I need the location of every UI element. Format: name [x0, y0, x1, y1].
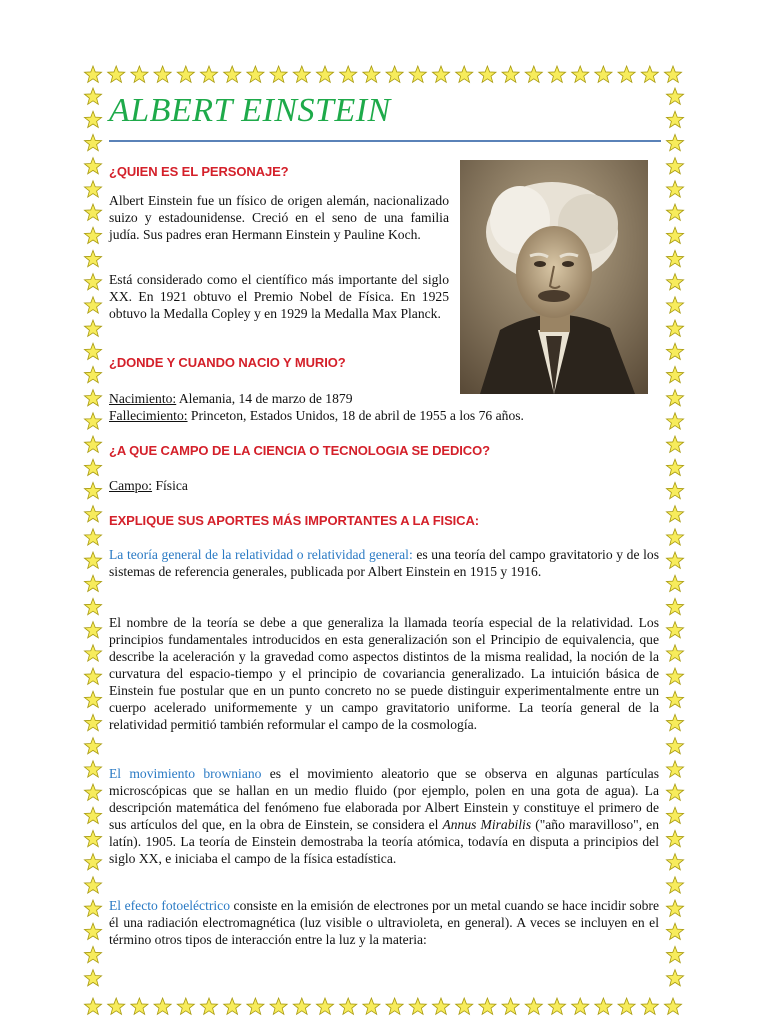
- star-icon: [131, 998, 148, 1014]
- star-icon: [618, 66, 635, 82]
- star-icon: [666, 274, 683, 290]
- star-icon: [154, 998, 171, 1014]
- title-underline: [109, 140, 661, 142]
- star-icon: [572, 66, 589, 82]
- star-border-bottom: [82, 996, 686, 1018]
- star-icon: [84, 274, 101, 290]
- field-label: Campo:: [109, 478, 153, 493]
- star-icon: [666, 575, 683, 591]
- star-icon: [84, 854, 101, 870]
- star-icon: [664, 66, 681, 82]
- relativity-text: es una teoría del campo gravitatorio y de los sistemas de referencia generales, publicada por Albert Einstein en 1915 y 1916.: [109, 547, 659, 579]
- star-icon: [84, 575, 101, 591]
- star-icon: [84, 366, 101, 382]
- star-icon: [666, 714, 683, 730]
- star-icon: [247, 998, 264, 1014]
- birth-value: Alemania, 14 de marzo de 1879: [176, 391, 353, 406]
- star-icon: [432, 998, 449, 1014]
- star-icon: [84, 970, 101, 986]
- paragraph-photoelectric: [109, 897, 659, 948]
- star-icon: [666, 946, 683, 962]
- star-icon: [666, 552, 683, 568]
- star-icon: [666, 320, 683, 336]
- page-title: ALBERT EINSTEIN: [109, 92, 391, 129]
- star-icon: [525, 998, 542, 1014]
- photoelectric-term: El efecto fotoeléctrico: [109, 898, 231, 913]
- star-icon: [666, 88, 683, 104]
- star-icon: [84, 529, 101, 545]
- star-icon: [432, 66, 449, 82]
- star-icon: [84, 66, 101, 82]
- star-icon: [84, 459, 101, 475]
- star-icon: [618, 998, 635, 1014]
- star-icon: [666, 227, 683, 243]
- star-icon: [84, 413, 101, 429]
- star-icon: [270, 66, 287, 82]
- death-line: [109, 407, 524, 424]
- star-icon: [666, 181, 683, 197]
- photoelectric-text: consiste en la emisión de electrones por un metal cuando se hace incidir sobre él una radiación electromagnética (luz visible o ultravioleta, en general). A veces se incluyen en el término otros tipos de interacción entre la luz y la materia:: [109, 898, 659, 947]
- star-icon: [666, 297, 683, 313]
- heading-who: ¿QUIEN ES EL PERSONAJE?: [109, 164, 289, 179]
- star-icon: [666, 830, 683, 846]
- star-icon: [666, 366, 683, 382]
- star-icon: [666, 158, 683, 174]
- star-icon: [666, 343, 683, 359]
- star-icon: [502, 66, 519, 82]
- star-icon: [641, 998, 658, 1014]
- star-icon: [666, 529, 683, 545]
- star-icon: [177, 998, 194, 1014]
- star-icon: [666, 923, 683, 939]
- star-icon: [641, 66, 658, 82]
- star-icon: [154, 66, 171, 82]
- paragraph-relativity-2: El nombre de la teoría se debe a que generaliza la llamada teoría especial de la relatividad. Los principios fundamentales introducidos en esta generalización son el Principio de equivalencia, que describe la aceleración y la gravedad como aspectos distintos de la misma realidad, la noción de la curvatura del espacio-tiempo y el principio de covariancia generalizado. La intuición básica de Einstein fue postular que en un punto concreto no se puede distinguir experimentalmente entre un cuerpo acelerado uniformemente y un campo gravitatorio uniforme. La teoría general de la relatividad permitió también reformular el campo de la cosmología.: [109, 615, 659, 732]
- field-line: [109, 477, 188, 494]
- heading-where: ¿DONDE Y CUANDO NACIO Y MURIO?: [109, 355, 346, 370]
- portrait-photo: [460, 160, 648, 394]
- star-icon: [666, 111, 683, 127]
- star-icon: [666, 413, 683, 429]
- brownian-italic: Annus Mirabilis: [442, 817, 532, 832]
- star-icon: [595, 66, 612, 82]
- star-icon: [666, 134, 683, 150]
- star-icon: [666, 598, 683, 614]
- star-icon: [316, 66, 333, 82]
- star-icon: [108, 66, 125, 82]
- star-icon: [386, 998, 403, 1014]
- star-icon: [84, 158, 101, 174]
- star-icon: [666, 645, 683, 661]
- star-icon: [84, 88, 101, 104]
- star-icon: [572, 998, 589, 1014]
- star-icon: [293, 998, 310, 1014]
- star-icon: [84, 297, 101, 313]
- heading-contributions: EXPLIQUE SUS APORTES MÁS IMPORTANTES A LA FISICA:: [109, 513, 479, 528]
- star-icon: [666, 668, 683, 684]
- star-icon: [666, 436, 683, 452]
- star-icon: [666, 250, 683, 266]
- star-icon: [84, 204, 101, 220]
- paragraph-who-1: Albert Einstein fue un físico de origen alemán, nacionalizado suizo y estadounidense. Creció en el seno de una familia judía. Sus padres eran Hermann Einstein y Pauline Koch.: [109, 193, 449, 242]
- star-icon: [316, 998, 333, 1014]
- star-icon: [502, 998, 519, 1014]
- star-icon: [548, 998, 565, 1014]
- star-icon: [200, 998, 217, 1014]
- death-value: Princeton, Estados Unidos, 18 de abril de 1955 a los 76 años.: [187, 408, 524, 423]
- star-icon: [84, 250, 101, 266]
- star-icon: [666, 622, 683, 638]
- star-icon: [479, 66, 496, 82]
- star-icon: [666, 970, 683, 986]
- star-icon: [84, 598, 101, 614]
- birth-line: [109, 390, 353, 407]
- star-icon: [84, 622, 101, 638]
- star-icon: [84, 738, 101, 754]
- field-value: Física: [152, 478, 188, 493]
- star-icon: [84, 645, 101, 661]
- star-border-left: [82, 86, 104, 1006]
- star-icon: [84, 900, 101, 916]
- star-icon: [666, 691, 683, 707]
- star-icon: [224, 998, 241, 1014]
- star-icon: [456, 998, 473, 1014]
- star-icon: [525, 66, 542, 82]
- star-icon: [84, 181, 101, 197]
- star-icon: [200, 66, 217, 82]
- star-icon: [224, 66, 241, 82]
- star-icon: [84, 482, 101, 498]
- star-icon: [666, 459, 683, 475]
- star-icon: [666, 506, 683, 522]
- star-icon: [108, 998, 125, 1014]
- star-icon: [666, 204, 683, 220]
- star-icon: [666, 807, 683, 823]
- star-icon: [666, 900, 683, 916]
- star-icon: [270, 998, 287, 1014]
- star-icon: [293, 66, 310, 82]
- brownian-text-b: ("año maravilloso", en latín). 1905. La teoría de Einstein demostraba la teoría atómica, todavía en disputa a principios del siglo XX, e iniciaba el campo de la física estadística.: [109, 817, 659, 866]
- star-icon: [666, 390, 683, 406]
- star-icon: [340, 66, 357, 82]
- star-icon: [84, 668, 101, 684]
- star-icon: [84, 552, 101, 568]
- star-icon: [386, 66, 403, 82]
- star-icon: [666, 761, 683, 777]
- brownian-text-a: es el movimiento aleatorio que se observa en algunas partículas microscópicas que se hallan en un medio fluido (por ejemplo, polen en una gota de agua). La descripción matemática del fenómeno fue elaborada por Albert Einstein y constituye el primero de sus artículos del que, en la obra de Einstein, se considera el: [109, 766, 659, 832]
- star-icon: [84, 714, 101, 730]
- birth-label: Nacimiento:: [109, 391, 177, 406]
- relativity-term: La teoría general de la relatividad o relatividad general:: [109, 547, 413, 562]
- star-icon: [84, 830, 101, 846]
- star-icon: [548, 66, 565, 82]
- star-icon: [340, 998, 357, 1014]
- star-icon: [409, 998, 426, 1014]
- star-icon: [84, 436, 101, 452]
- star-icon: [666, 784, 683, 800]
- star-icon: [84, 946, 101, 962]
- star-icon: [84, 761, 101, 777]
- star-icon: [177, 66, 194, 82]
- star-icon: [131, 66, 148, 82]
- star-border-right: [664, 86, 686, 1006]
- star-icon: [84, 784, 101, 800]
- star-icon: [666, 877, 683, 893]
- star-icon: [409, 66, 426, 82]
- star-icon: [84, 923, 101, 939]
- star-border-top: [82, 64, 686, 86]
- star-icon: [84, 877, 101, 893]
- paragraph-who-2: Está considerado como el científico más importante del siglo XX. En 1921 obtuvo el Premio Nobel de Física. En 1925 obtuvo la Medalla Copley y en 1929 la Medalla Max Planck.: [109, 272, 449, 321]
- star-icon: [363, 66, 380, 82]
- star-icon: [84, 691, 101, 707]
- star-icon: [84, 320, 101, 336]
- star-icon: [84, 134, 101, 150]
- star-icon: [84, 807, 101, 823]
- star-icon: [363, 998, 380, 1014]
- paragraph-brownian: [109, 765, 659, 867]
- star-icon: [456, 66, 473, 82]
- star-icon: [247, 66, 264, 82]
- heading-field: ¿A QUE CAMPO DE LA CIENCIA O TECNOLOGIA SE DEDICO?: [109, 443, 490, 458]
- star-icon: [84, 506, 101, 522]
- star-icon: [666, 482, 683, 498]
- star-icon: [84, 343, 101, 359]
- star-icon: [595, 998, 612, 1014]
- star-icon: [84, 111, 101, 127]
- star-icon: [666, 854, 683, 870]
- star-icon: [84, 390, 101, 406]
- star-icon: [479, 998, 496, 1014]
- star-icon: [666, 738, 683, 754]
- death-label: Fallecimiento:: [109, 408, 188, 423]
- brownian-term: El movimiento browniano: [109, 766, 262, 781]
- star-icon: [84, 227, 101, 243]
- paragraph-relativity: [109, 546, 659, 580]
